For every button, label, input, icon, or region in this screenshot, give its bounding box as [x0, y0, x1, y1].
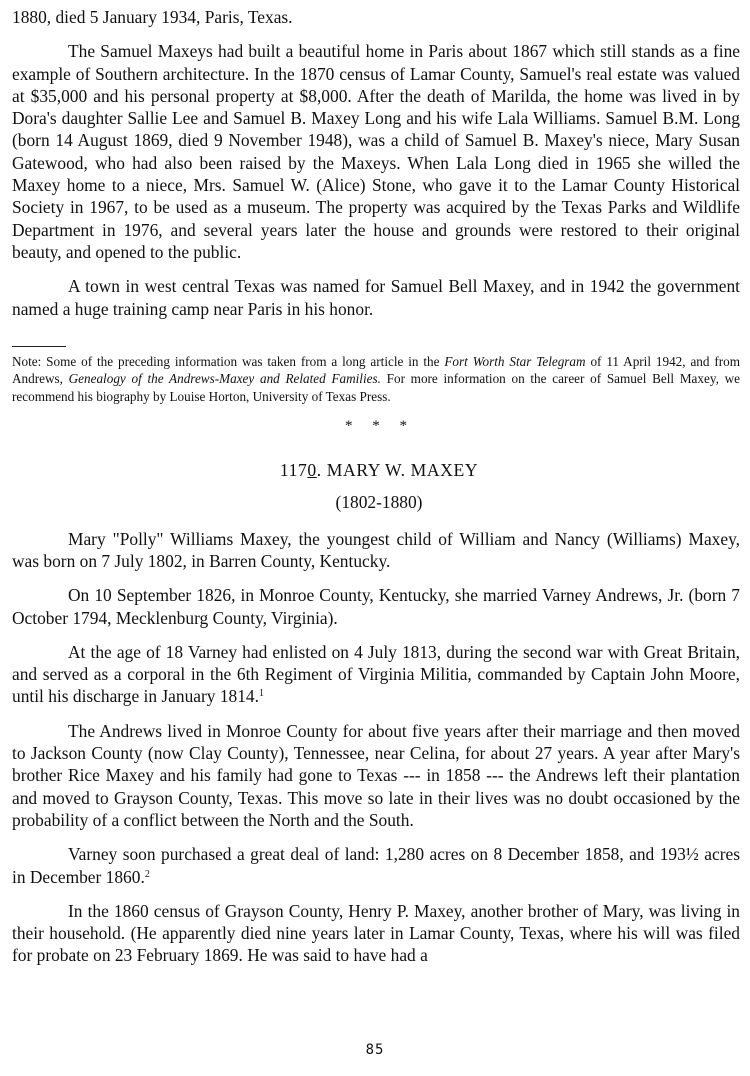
section-years: (1802-1880)	[335, 491, 423, 512]
section-number-underlined: 0	[307, 459, 317, 480]
note-text-1: Note: Some of the preceding information was taken from a long article in the	[12, 353, 445, 369]
paragraph-land-purchase: Varney soon purchased a great deal of land: 1,280 acres on 8 December 1858, and 193½ acres in December 1860.$^2$	[12, 844, 740, 887]
footnote-marker: 2	[144, 868, 150, 880]
section-number-suffix: .	[316, 459, 322, 480]
note-source-genealogy: Genealogy of the Andrews-Maxey and Related Families.	[68, 371, 381, 387]
paragraph-birth: Mary "Polly" Williams Maxey, the youngest child of William and Nancy (Williams) Maxey, was born on 7 July 1802, in Barren County, Kentucky.	[12, 528, 740, 571]
page-number: 85	[365, 1042, 385, 1058]
footnote-rule	[12, 346, 66, 347]
paragraph-military-service: At the age of 18 Varney had enlisted on 4 July 1813, during the second war with Great Britain, and served as a corporal in the 6th Regiment of Virginia Militia, commanded by Captain John Moore, until his discharge in January 1814.$^1$	[12, 641, 740, 707]
section-title: MARY W. MAXEY	[321, 459, 479, 480]
continued-paragraph: 1880, died 5 January 1934, Paris, Texas.	[12, 7, 293, 27]
paragraph-move-to-texas: The Andrews lived in Monroe County for about five years after their marriage and then moved to Jackson County (now Clay County), Tennessee, near Celina, for about 27 years. A year after Mary's brother Rice Maxey and his family had gone to Texas --- in 1858 --- the Andrews left their plantation and moved to Grayson County, Texas. This move so late in their lives was no doubt occasioned by the probability of a conflict between the North and the South.	[12, 720, 740, 830]
paragraph-marriage: On 10 September 1826, in Monroe County, Kentucky, she married Varney Andrews, Jr. (born 7 October 1794, Mecklenburg County, Virginia).	[12, 585, 740, 628]
document-page	[12, 0, 740, 967]
note-text-2: of 11 April 1942, and from Andrews,	[12, 353, 741, 387]
footnote-marker: 1	[258, 688, 264, 700]
paragraph-maxey-home: The Samuel Maxeys had built a beautiful home in Paris about 1867 which still stands as a fine example of Southern architecture. In the 1870 census of Lamar County, Samuel's real estate was valued at $35,000 and his personal property at $8,000. After the death of Marilda, the home was lived in by Dora's daughter Sallie Lee and Samuel B. Maxey Long and his wife Lala Williams. Samuel B.M. Long (born 14 August 1869, died 9 November 1948), was a child of Samuel B. Maxey's niece, Mary Susan Gatewood, who had also been raised by the Maxeys. When Lala Long died in 1965 she willed the Maxey home to a niece, Mrs. Samuel W. (Alice) Stone, who gave it to the Lamar County Historical Society in 1967, to be used as a museum. The property was acquired by the Texas Parks and Wildlife Department in 1976, and several years later the house and grounds were restored to their original beauty, and opened to the public.	[12, 41, 740, 262]
note-text-3: For more information on the career of Samuel Bell Maxey, we recommend his biography by Louise Horton, University of Texas Press.	[12, 371, 740, 405]
section-number-prefix: 117	[279, 459, 308, 480]
section-heading	[12, 460, 740, 484]
note-source-newspaper: Fort Worth Star Telegram	[444, 353, 586, 369]
paragraph-town-named: A town in west central Texas was named for Samuel Bell Maxey, and in 1942 the government named a huge training camp near Paris in his honor.	[12, 276, 740, 319]
paragraph-census-1860: In the 1860 census of Grayson County, Henry P. Maxey, another brother of Mary, was living in their household. (He apparently died nine years later in Lamar County, Texas, where his will was filed for probate on 23 February 1869. He was said to have had a	[12, 900, 740, 966]
source-note	[12, 353, 740, 406]
section-separator: * * *	[345, 417, 415, 434]
